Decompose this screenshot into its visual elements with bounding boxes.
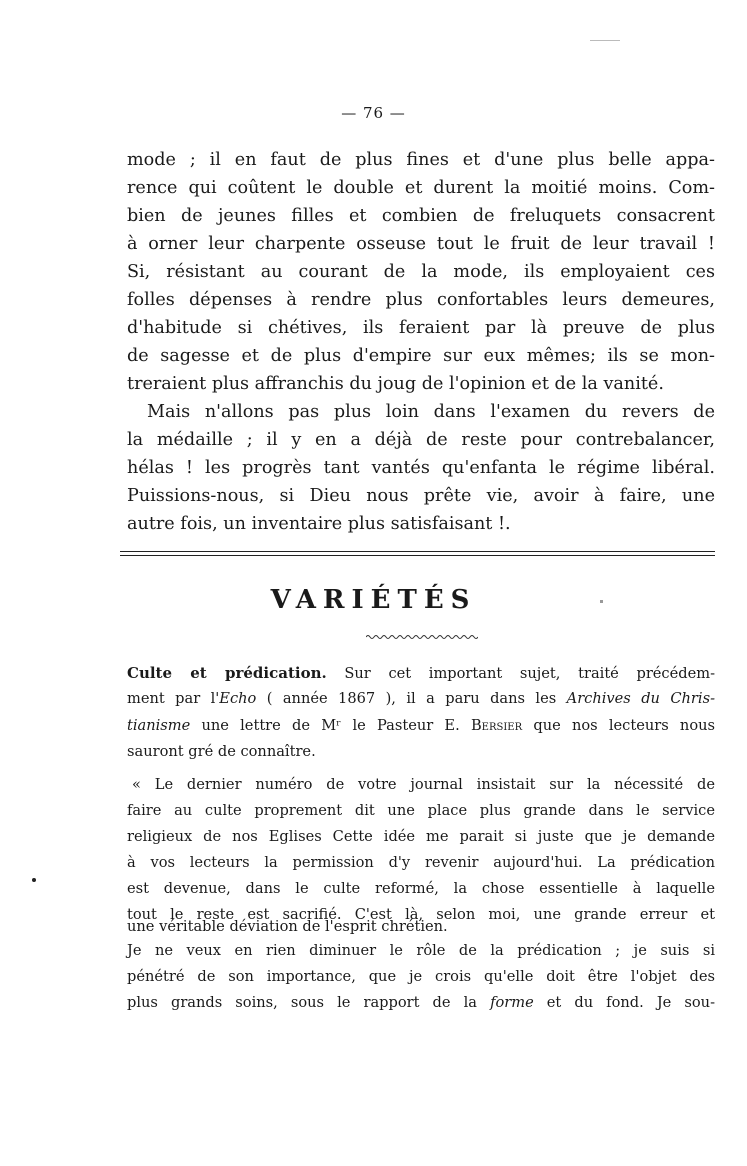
archives-title: Archives du Chris- — [566, 690, 715, 707]
decorative-wavy-rule — [366, 634, 478, 640]
italic-word: forme — [490, 994, 534, 1011]
essay-line: folles dépenses à rendre plus confortables leurs demeures, — [127, 290, 715, 310]
essay-line: rence qui coûtent le double et durent la moitié moins. Com- — [127, 178, 715, 198]
margin-speck — [32, 878, 36, 882]
scan-mark — [590, 40, 620, 41]
letter-text-part: plus grands soins, sous le rapport de la — [127, 994, 491, 1011]
essay-line: treraient plus affranchis du joug de l'opinion et de la vanité. — [127, 374, 664, 394]
essay-line: de sagesse et de plus d'empire sur eux mêmes; ils se mon- — [127, 346, 715, 366]
letter-line: religieux de nos Eglises Cette idée me parait si juste que je demande — [127, 828, 715, 845]
essay-line: la médaille ; il y en a déjà de reste pour contrebalancer, — [127, 430, 715, 450]
intro-line-3 — [127, 719, 715, 734]
scan-mark — [600, 600, 603, 603]
intro-line-2 — [127, 692, 715, 707]
intro-text: ( année 1867 ), il a paru dans les — [256, 690, 567, 707]
intro-text: une lettre de Mʳ le Pasteur E. — [190, 717, 471, 734]
essay-line: mode ; il en faut de plus fines et d'une plus belle appa- — [127, 150, 715, 170]
letter-line: est devenue, dans le culte reformé, la chose essentielle à laquelle — [127, 880, 715, 897]
article-title: Culte et prédication. — [127, 664, 327, 682]
section-heading: VARIÉTÉS — [270, 585, 477, 615]
letter-line: à vos lecteurs la permission d'y revenir aujourd'hui. La prédication — [127, 854, 715, 871]
letter-line: faire au culte proprement dit une place plus grande dans le service — [127, 802, 715, 819]
intro-text: ment par l' — [127, 690, 220, 707]
intro-line-4: sauront gré de connaître. — [127, 743, 316, 760]
double-rule-bottom — [120, 555, 715, 556]
letter-text-part: et du fond. Je sou- — [533, 994, 715, 1011]
intro-text: Sur cet important sujet, traité précédem- — [326, 665, 715, 682]
essay-line: Puissions-nous, si Dieu nous prête vie, avoir à faire, une — [127, 486, 715, 506]
essay-line: Mais n'allons pas plus loin dans l'examen du revers de — [147, 402, 715, 422]
page-number: — 76 — — [341, 104, 406, 122]
archives-title-cont: tianisme — [127, 717, 191, 734]
letter-line: tout le reste est sacrifié. C'est là, selon moi, une grande erreur et — [127, 906, 715, 923]
essay-line: d'habitude si chétives, ils feraient par là preuve de plus — [127, 318, 715, 338]
letter-line: une véritable déviation de l'esprit chrétien. — [127, 918, 448, 935]
essay-line: autre fois, un inventaire plus satisfaisant !. — [127, 514, 511, 534]
double-rule-top — [120, 551, 715, 552]
letter2-line-1: Je ne veux en rien diminuer le rôle de la prédication ; je suis si — [127, 942, 715, 959]
essay-line: Si, résistant au courant de la mode, ils employaient ces — [127, 262, 715, 282]
essay-line: hélas ! les progrès tant vantés qu'enfanta le régime libéral. — [127, 458, 715, 478]
essay-line: à orner leur charpente osseuse tout le fruit de leur travail ! — [127, 234, 715, 254]
echo-title: Echo — [219, 690, 257, 707]
letter-line: « Le dernier numéro de votre journal insistait sur la nécessité de — [132, 776, 715, 793]
essay-line: bien de jeunes filles et combien de freluquets consacrent — [127, 206, 715, 226]
author-name: Bersier — [470, 717, 523, 734]
intro-line-1 — [127, 666, 715, 682]
intro-text: que nos lecteurs nous — [522, 717, 715, 734]
letter2-line-3 — [127, 996, 715, 1011]
letter2-line-2: pénétré de son importance, que je crois qu'elle doit être l'objet des — [127, 968, 715, 985]
